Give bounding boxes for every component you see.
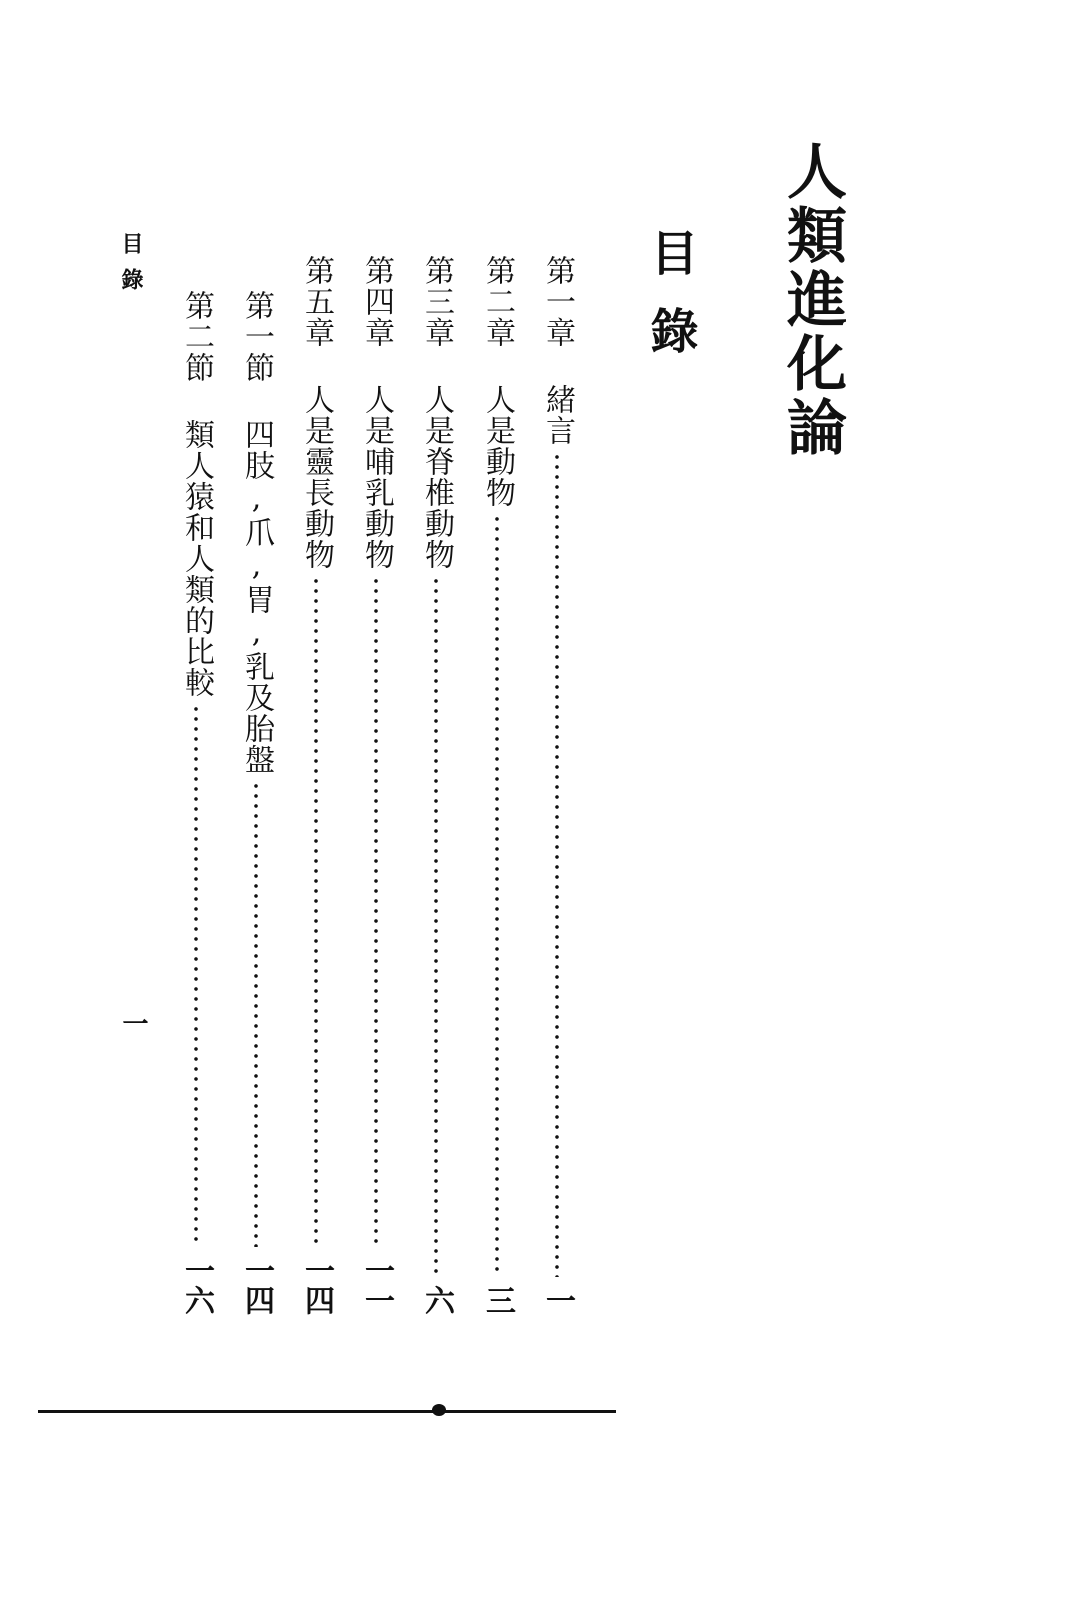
running-head: 目錄: [118, 232, 144, 304]
toc-entry-title: 人是脊椎動物: [419, 384, 454, 570]
dot-leader: [314, 576, 318, 1247]
toc-entry-label: 第三章: [419, 255, 454, 348]
toc-entry-label: 第一節: [239, 290, 274, 383]
toc-heading: 目錄: [642, 228, 698, 384]
toc-entry-title: 四肢,爪,胃,乳及胎盤: [239, 419, 274, 775]
toc-entry-page: 一四: [299, 1255, 334, 1315]
toc-entry-label: 第二節: [179, 290, 214, 383]
toc-entry-label: 第五章: [299, 255, 334, 348]
toc-entry-page: 三: [480, 1285, 515, 1315]
toc-entry-title: 人是動物: [480, 384, 515, 508]
toc-entry-label: 第二章: [480, 255, 515, 348]
book-title: 人類進化論: [777, 140, 847, 460]
toc-entry-page: 一六: [179, 1255, 214, 1315]
bottom-rule: [38, 1410, 616, 1413]
toc-entry-section-2: [176, 290, 216, 1315]
page-number: 一: [118, 1010, 148, 1036]
toc-entry-page: 六: [419, 1285, 454, 1315]
toc-entry-chapter-3: [416, 255, 456, 1315]
toc-entry-section-1: [236, 290, 276, 1315]
dot-leader: [254, 781, 258, 1247]
toc-entry-title: 人是靈長動物: [299, 384, 334, 570]
toc-entry-label: 第四章: [359, 255, 394, 348]
toc-entry-title: 緒言: [540, 384, 575, 446]
dot-leader: [495, 514, 499, 1277]
dot-leader: [555, 452, 559, 1277]
toc-entry-page: 一一: [359, 1255, 394, 1315]
toc-entry-chapter-1: [537, 255, 577, 1315]
toc-entry-page: 一: [540, 1285, 575, 1315]
toc-entry-title: 人是哺乳動物: [359, 384, 394, 570]
dot-leader: [194, 704, 198, 1247]
dot-leader: [434, 576, 438, 1277]
rule-ornament: [432, 1404, 446, 1416]
toc-entry-chapter-5: [296, 255, 336, 1315]
toc-entry-title: 類人猿和人類的比較: [179, 419, 214, 698]
dot-leader: [374, 576, 378, 1247]
toc-entry-chapter-4: [356, 255, 396, 1315]
toc-entry-label: 第一章: [540, 255, 575, 348]
toc-entry-page: 一四: [239, 1255, 274, 1315]
toc-entry-chapter-2: [477, 255, 517, 1315]
